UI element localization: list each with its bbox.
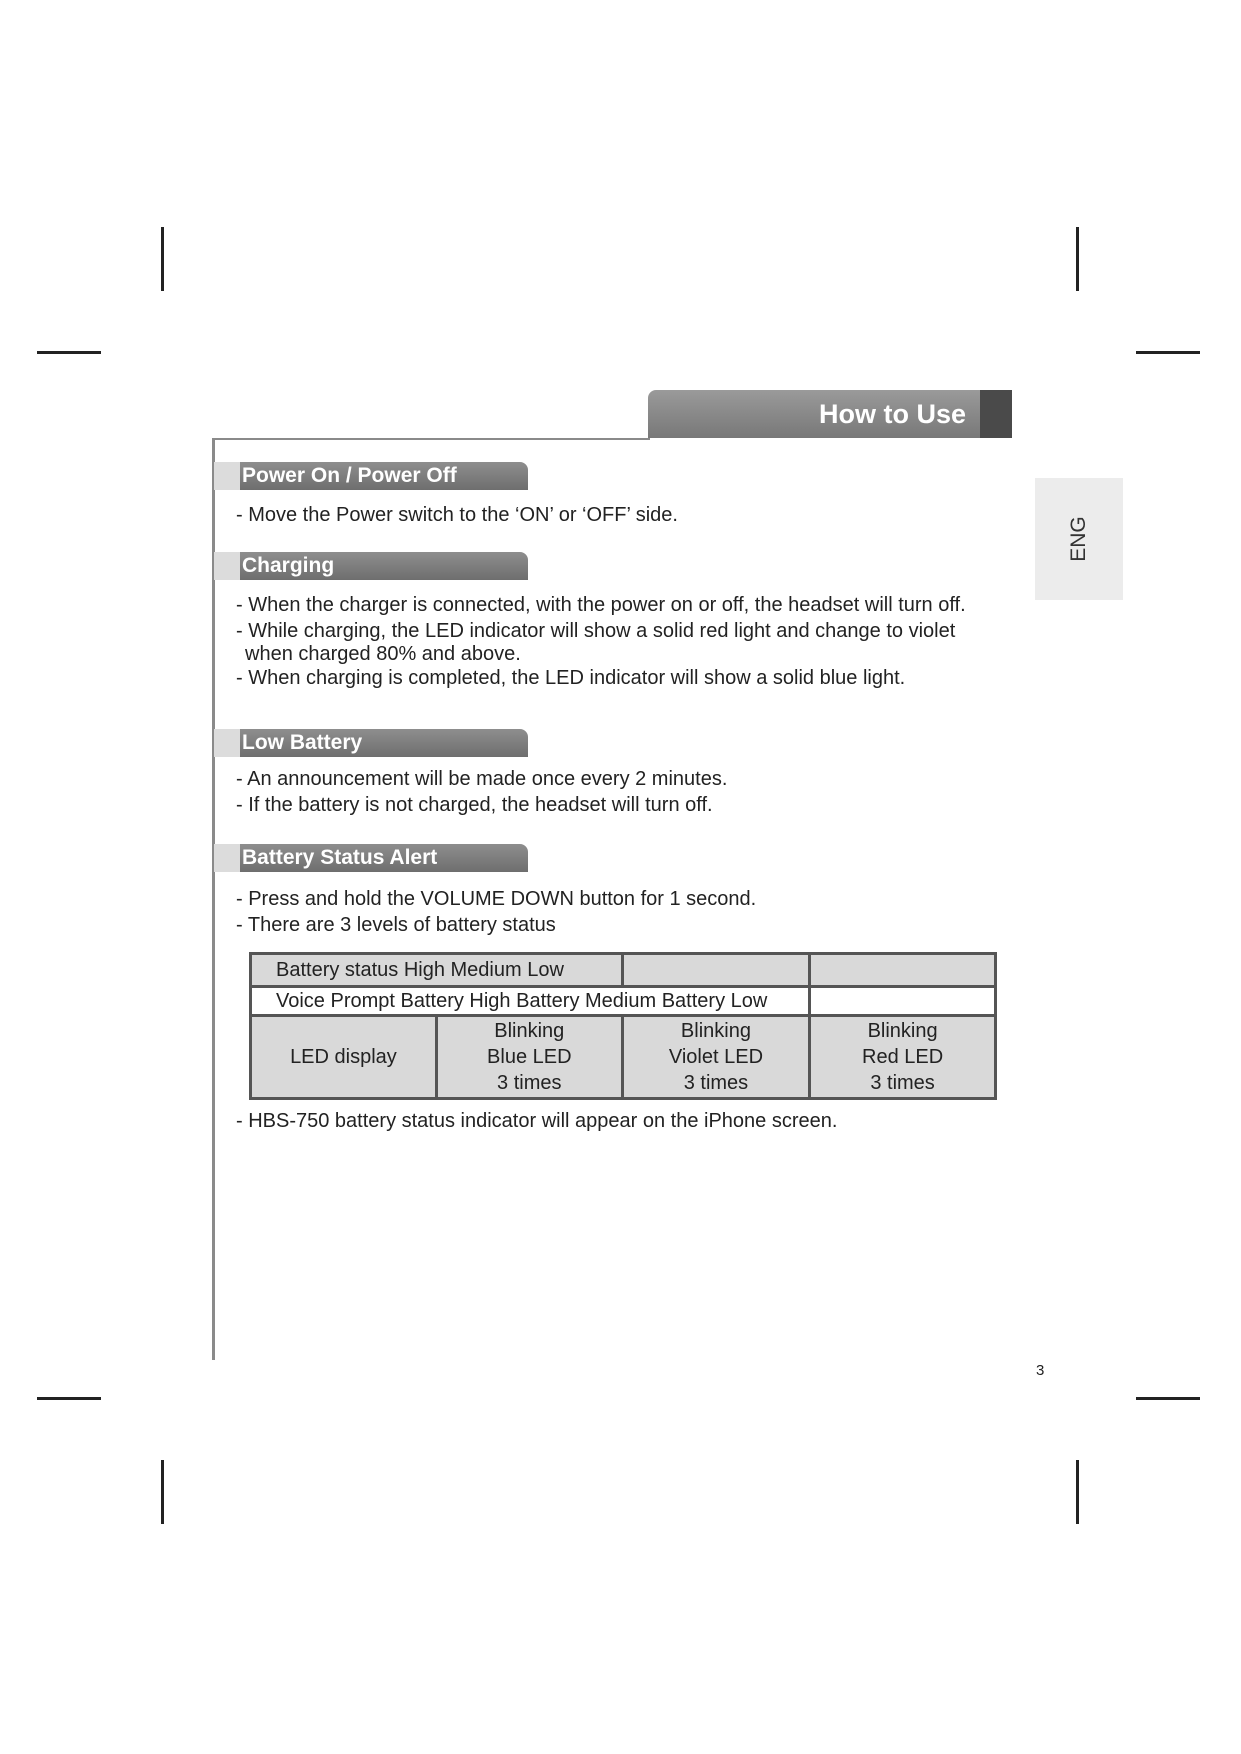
crop-mark xyxy=(1136,351,1200,354)
table-cell xyxy=(436,1016,622,1099)
crop-mark xyxy=(161,227,164,291)
frame-top-line xyxy=(212,438,650,440)
body-line: when charged 80% and above. xyxy=(245,643,521,665)
cell-line: Blinking xyxy=(680,1020,751,1042)
page-title: How to Use xyxy=(818,399,966,429)
body-line: - While charging, the LED indicator will show a solid red light and change to violet xyxy=(236,620,956,642)
crop-mark xyxy=(37,351,101,354)
crop-mark xyxy=(1136,1397,1200,1400)
body-line: - Move the Power switch to the ‘ON’ or ‘OFF’ side. xyxy=(236,504,678,526)
table-cell xyxy=(810,987,996,1016)
table-cell-label: LED display xyxy=(251,1016,437,1099)
body-line: - An announcement will be made once every 2 minutes. xyxy=(236,768,728,790)
table-row xyxy=(251,1016,996,1099)
body-line: - Press and hold the VOLUME DOWN button for 1 second. xyxy=(236,888,757,910)
table-cell: Voice Prompt Battery High Battery Medium Battery Low xyxy=(251,987,810,1016)
body-line: - HBS-750 battery status indicator will appear on the iPhone screen. xyxy=(236,1110,838,1132)
page-number: 3 xyxy=(1036,1362,1045,1379)
crop-mark xyxy=(1076,227,1079,291)
section-title: Battery Status Alert xyxy=(242,846,438,869)
page-header-bar xyxy=(648,390,1012,438)
section-title: Power On / Power Off xyxy=(242,464,457,487)
cell-line: 3 times xyxy=(870,1072,935,1094)
cell-line: 3 times xyxy=(497,1072,562,1094)
battery-status-table xyxy=(249,952,997,1100)
table-row xyxy=(251,987,996,1016)
table-row xyxy=(251,954,996,987)
section-header-low-battery xyxy=(214,729,528,757)
cell-line: Blinking xyxy=(494,1020,565,1042)
table-cell xyxy=(810,954,996,987)
section-title: Low Battery xyxy=(242,731,363,754)
body-line: - When the charger is connected, with the power on or off, the headset will turn off. xyxy=(236,594,966,616)
cell-line: Blinking xyxy=(867,1020,938,1042)
header-accent xyxy=(980,390,1012,438)
language-label: ENG xyxy=(1067,516,1090,562)
section-title: Charging xyxy=(242,554,335,577)
body-line: - If the battery is not charged, the headset will turn off. xyxy=(236,794,713,816)
section-header-battery-status xyxy=(214,844,528,872)
section-header-power xyxy=(214,462,528,490)
table-cell: Battery status High Medium Low xyxy=(251,954,623,987)
cell-line: Violet LED xyxy=(668,1046,764,1068)
cell-line: 3 times xyxy=(683,1072,749,1094)
body-line: - When charging is completed, the LED indicator will show a solid blue light. xyxy=(236,667,906,689)
table-cell xyxy=(622,954,809,987)
cell-line: Blue LED xyxy=(487,1046,572,1068)
section-header-charging xyxy=(214,552,528,580)
body-line: - There are 3 levels of battery status xyxy=(236,914,556,936)
crop-mark xyxy=(161,1460,164,1524)
crop-mark xyxy=(1076,1460,1079,1524)
crop-mark xyxy=(37,1397,101,1400)
language-tab xyxy=(1035,478,1123,600)
table-cell xyxy=(622,1016,809,1099)
table-cell xyxy=(810,1016,996,1099)
cell-line: Red LED xyxy=(862,1046,944,1068)
